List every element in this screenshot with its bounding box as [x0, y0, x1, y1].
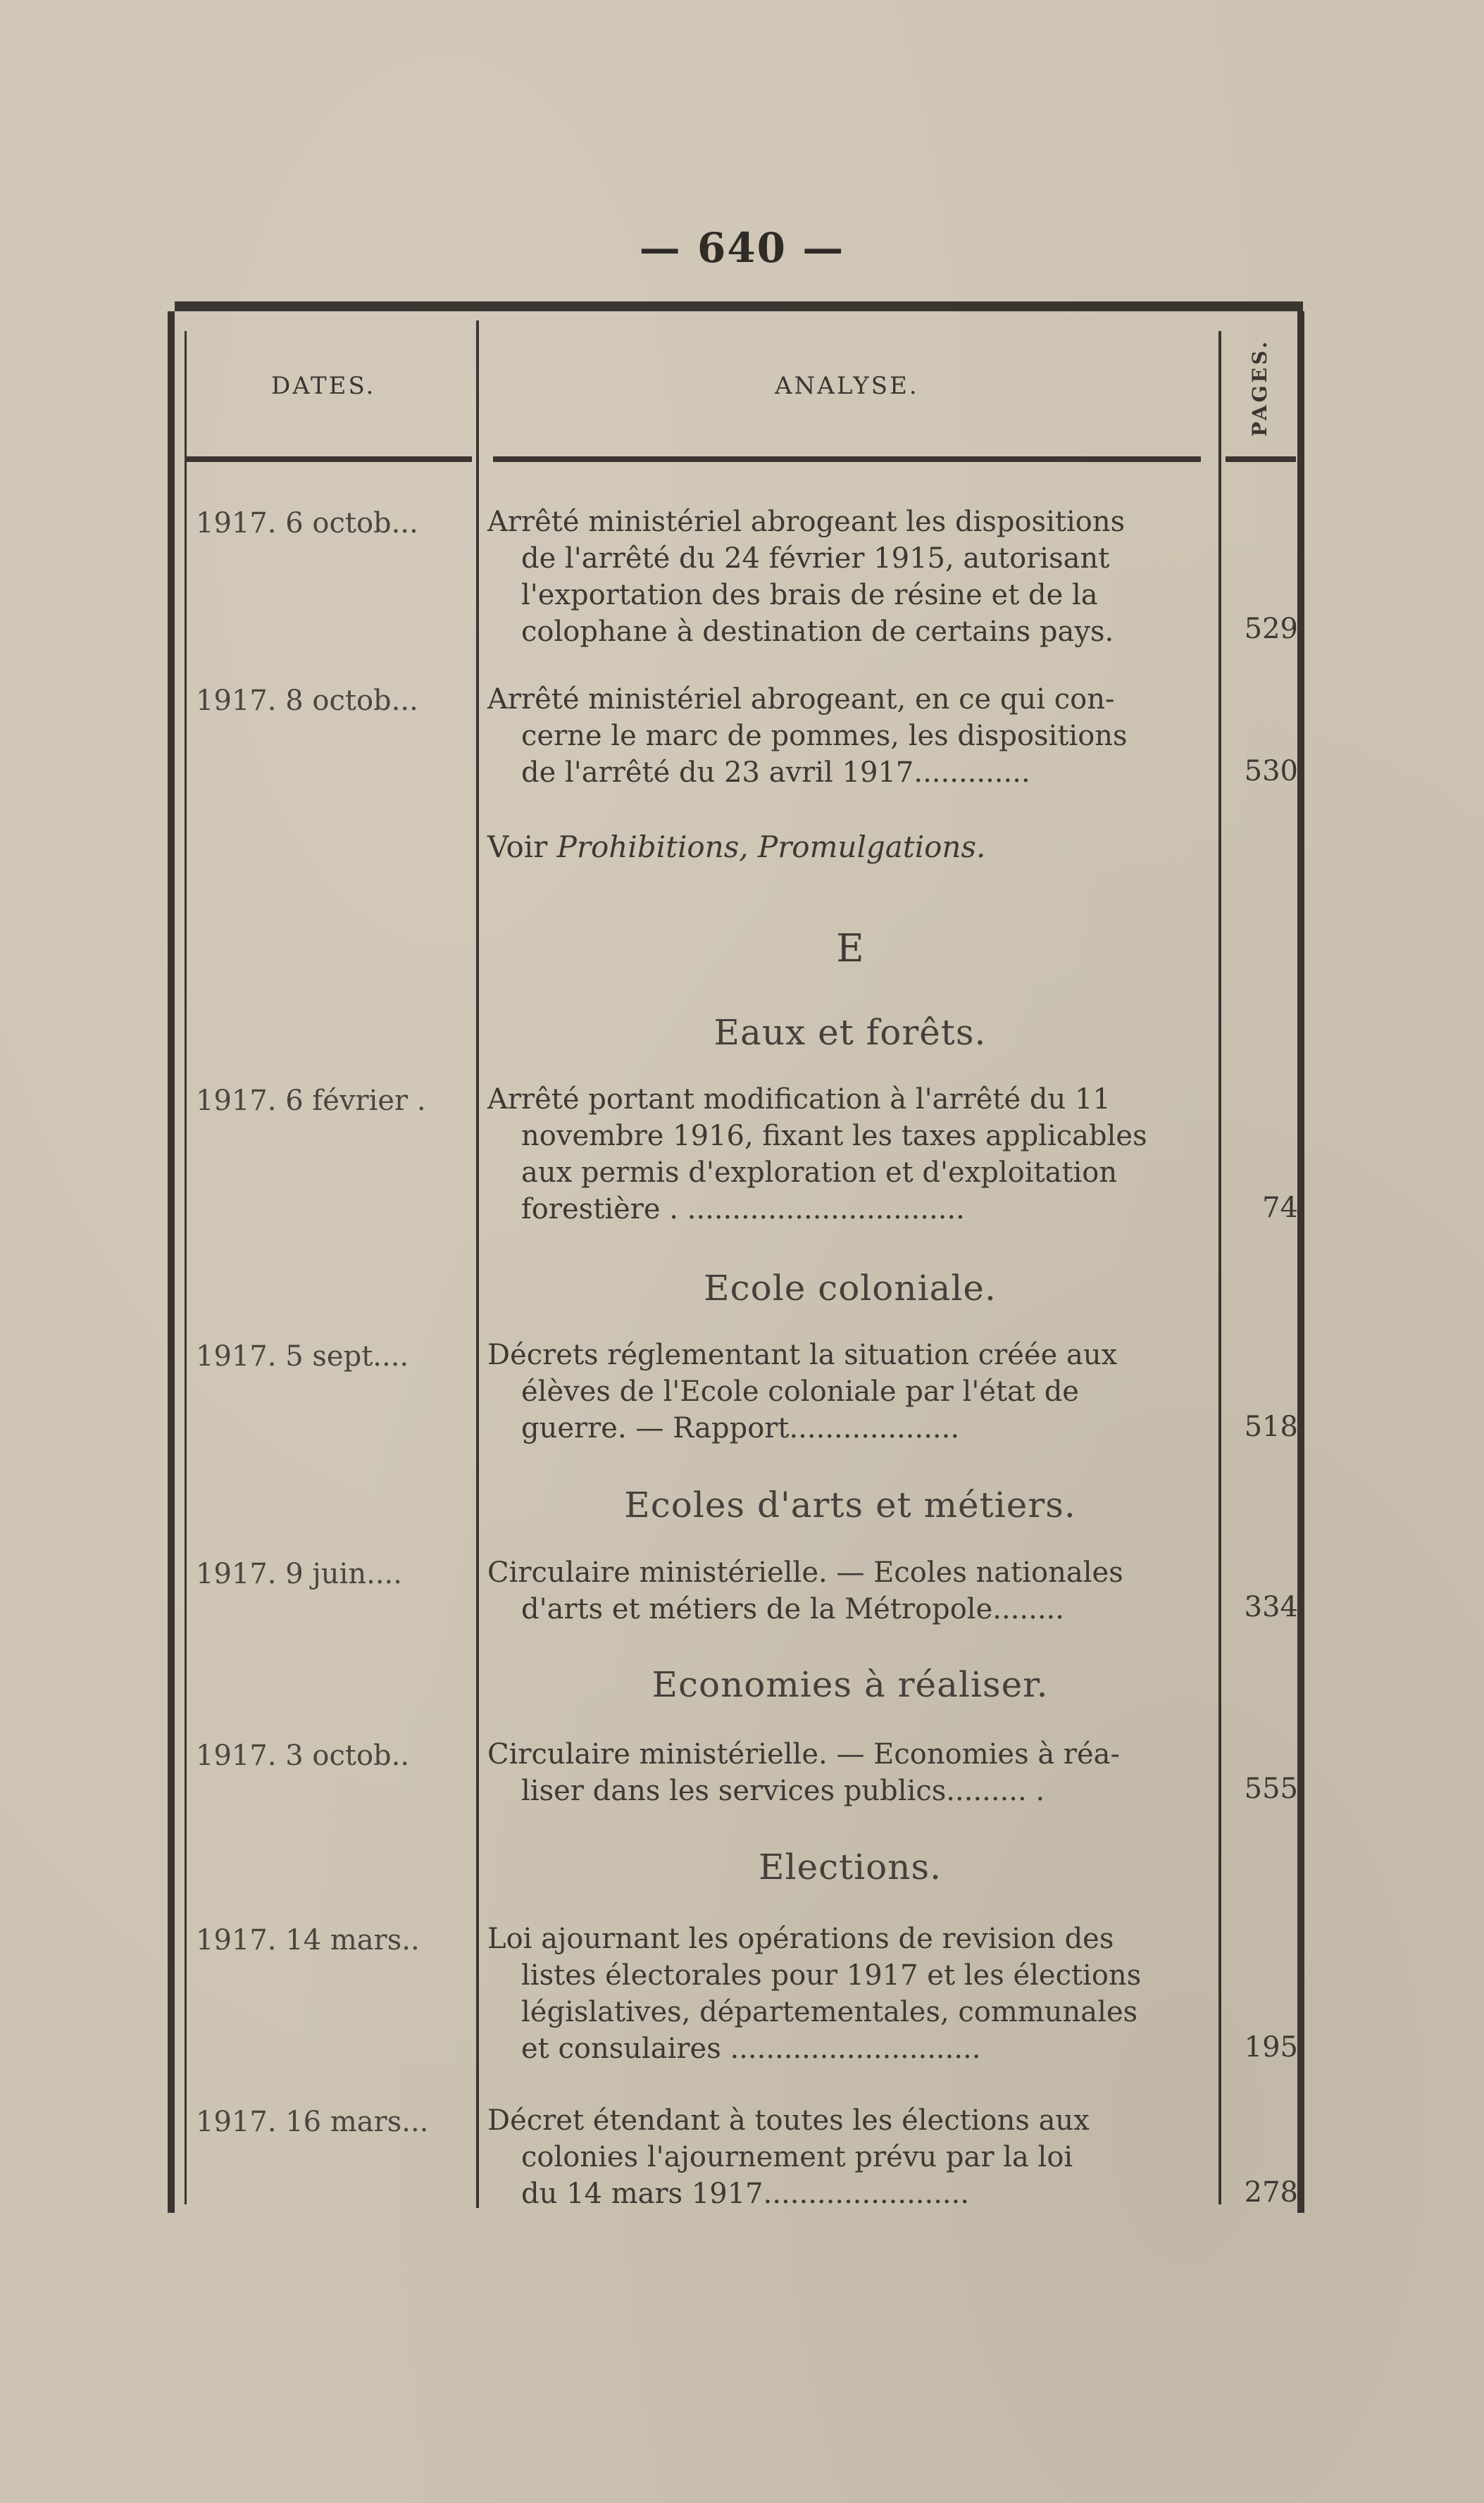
- entry-page: 555: [1244, 1773, 1298, 1805]
- entry-line: de l'arrêté du 24 février 1915, autorisant: [521, 542, 1110, 575]
- section-title: Ecoles d'arts et métiers.: [624, 1485, 1076, 1525]
- left-border: [168, 311, 175, 2213]
- entry-line: Décret étendant à toutes les élections aux: [487, 2104, 1090, 2137]
- entry-analysis: [487, 2102, 1213, 2212]
- entry-line: l'exportation des brais de résine et de la: [521, 579, 1098, 611]
- entry-line: cerne le marc de pommes, les dispositions: [521, 720, 1128, 752]
- dates-column-divider: [476, 320, 479, 2208]
- entry-page: 195: [1244, 2031, 1298, 2064]
- entry-page: 530: [1244, 755, 1298, 787]
- header-rule-dates: [187, 456, 472, 462]
- entry-page: 278: [1244, 2176, 1298, 2209]
- entry-line: forestière . ...............................: [521, 1193, 965, 1225]
- entry-analysis: [487, 1081, 1213, 1228]
- entry-analysis: [487, 504, 1213, 650]
- page-number: — 640 —: [639, 224, 845, 272]
- entry-line: novembre 1916, fixant les taxes applicables: [521, 1120, 1147, 1152]
- entry-analysis: [487, 681, 1213, 791]
- header-dates: DATES.: [271, 372, 376, 400]
- entry-analysis: [487, 1337, 1213, 1447]
- entry-date: 1917. 9 juin....: [196, 1558, 402, 1590]
- entry-date: 1917. 14 mars..: [196, 1924, 420, 1956]
- entry-line: Loi ajournant les opérations de revision des: [487, 1923, 1114, 1955]
- entry-date: 1917. 16 mars...: [196, 2106, 429, 2138]
- entry-line: de l'arrêté du 23 avril 1917.............: [521, 756, 1030, 789]
- entry-page: 74: [1262, 1192, 1298, 1224]
- table-top-rule: [175, 301, 1303, 311]
- entry-date: 1917. 6 octob...: [196, 507, 418, 539]
- entry-line: et consulaires ............................: [521, 2033, 981, 2065]
- header-pages: PAGES.: [1248, 339, 1271, 437]
- entry-date: 1917. 8 octob...: [196, 685, 418, 717]
- entry-line: du 14 mars 1917.......................: [521, 2178, 970, 2210]
- right-border: [1297, 311, 1304, 2213]
- section-title: Elections.: [758, 1847, 942, 1887]
- entry-line: Arrêté portant modification à l'arrêté du 11: [487, 1083, 1111, 1116]
- section-title: Eaux et forêts.: [713, 1012, 987, 1053]
- section-letter: E: [836, 926, 864, 970]
- entry-line: élèves de l'Ecole coloniale par l'état de: [521, 1375, 1079, 1408]
- entry-page: 334: [1244, 1591, 1298, 1623]
- entry-page: 518: [1244, 1411, 1298, 1443]
- entry-date: 1917. 5 sept....: [196, 1340, 409, 1373]
- section-title: Ecole coloniale.: [704, 1268, 997, 1309]
- entry-line: Circulaire ministérielle. — Ecoles nationales: [487, 1556, 1123, 1589]
- entry-line: colonies l'ajournement prévu par la loi: [521, 2141, 1073, 2173]
- header-rule-analyse: [493, 456, 1201, 462]
- see-also-refs: Prohibitions, Promulgations.: [556, 830, 986, 864]
- entry-line: législatives, départementales, communales: [521, 1996, 1138, 2028]
- entry-line: listes électorales pour 1917 et les élections: [521, 1959, 1142, 1992]
- entry-line: Circulaire ministérielle. — Economies à réa-: [487, 1738, 1121, 1771]
- entry-date: 1917. 3 octob..: [196, 1740, 410, 1772]
- see-also: [487, 830, 1213, 864]
- entry-analysis: [487, 1554, 1213, 1628]
- inner-left-rule: [185, 331, 187, 2204]
- entry-line: aux permis d'exploration et d'exploitation: [521, 1156, 1118, 1189]
- entry-analysis: [487, 1921, 1213, 2067]
- entry-line: colophane à destination de certains pays.: [521, 616, 1114, 648]
- header-rule-pages: [1226, 456, 1296, 462]
- entry-page: 529: [1244, 613, 1298, 645]
- entry-line: liser dans les services publics......... .: [521, 1775, 1045, 1807]
- pages-column-divider: [1218, 331, 1221, 2204]
- entry-line: d'arts et métiers de la Métropole........: [521, 1593, 1064, 1625]
- see-also-prefix: Voir: [487, 830, 548, 864]
- entry-line: Arrêté ministériel abrogeant, en ce qui con-: [487, 683, 1115, 716]
- entry-analysis: [487, 1736, 1213, 1809]
- header-analyse: ANALYSE.: [775, 372, 919, 400]
- entry-line: guerre. — Rapport...................: [521, 1412, 960, 1444]
- entry-date: 1917. 6 février .: [196, 1085, 426, 1117]
- section-title: Economies à réaliser.: [651, 1664, 1049, 1705]
- entry-line: Arrêté ministériel abrogeant les dispositions: [487, 506, 1126, 538]
- entry-line: Décrets réglementant la situation créée aux: [487, 1339, 1118, 1371]
